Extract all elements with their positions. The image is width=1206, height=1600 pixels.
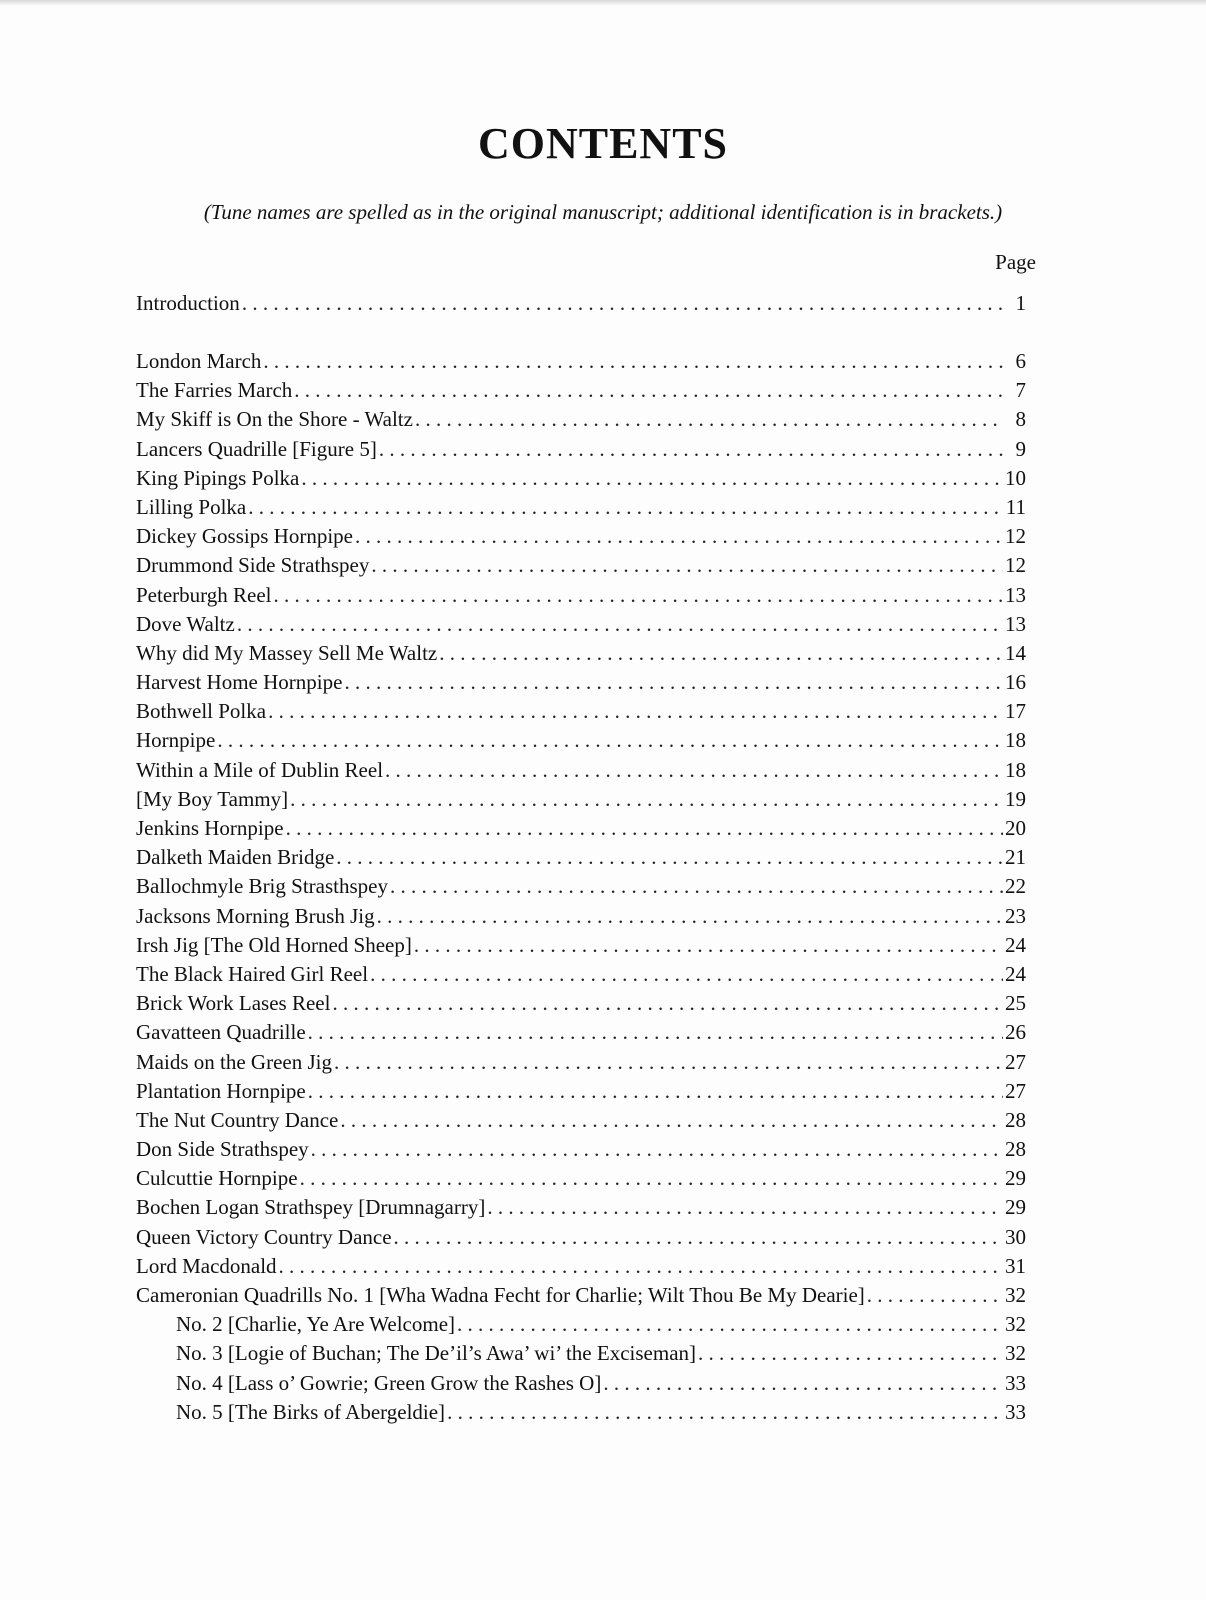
- toc-entry-title: Brick Work Lases Reel: [136, 991, 331, 1016]
- dot-leader: [248, 495, 1004, 520]
- dot-leader: [274, 583, 1004, 608]
- toc-entry-page: 21: [1005, 845, 1026, 870]
- toc-introduction: [136, 291, 1026, 320]
- toc-entry-title: Peterburgh Reel: [136, 582, 272, 607]
- dot-leader: [340, 1108, 1003, 1133]
- toc-row: [136, 553, 1026, 582]
- toc-entry-page: 17: [1005, 699, 1026, 724]
- toc-row: [136, 728, 1026, 757]
- toc-entry-page: 16: [1005, 670, 1026, 695]
- toc-row: [136, 1283, 1026, 1312]
- toc-entry-title: Gavatteen Quadrille: [136, 1020, 306, 1045]
- toc-entry-page: 12: [1005, 553, 1026, 578]
- dot-leader: [237, 612, 1003, 637]
- page-top-edge: [0, 0, 1206, 6]
- toc-entry-page: 29: [1005, 1166, 1026, 1191]
- toc-row: [136, 1108, 1026, 1137]
- toc-row: [136, 291, 1026, 320]
- dot-leader: [279, 1254, 1003, 1279]
- toc-entry-title: Lancers Quadrille [Figure 5]: [136, 436, 377, 461]
- toc-entry-page: 24: [1005, 961, 1026, 986]
- dot-leader: [390, 874, 1003, 899]
- toc-entry-title: Maids on the Green Jig: [136, 1049, 332, 1074]
- dot-leader: [263, 349, 1004, 374]
- toc-entry-page: 1: [1015, 291, 1026, 315]
- dot-leader: [286, 816, 1003, 841]
- toc-entry-title: Jenkins Hornpipe: [136, 816, 284, 840]
- toc-entry-page: 33: [1005, 1370, 1026, 1395]
- dot-leader: [867, 1283, 1003, 1308]
- toc-row: [136, 466, 1026, 495]
- toc-entry-title: Irsh Jig [The Old Horned Sheep]: [136, 932, 412, 957]
- toc-entry-title: Bochen Logan Strathspey [Drumnagarry]: [136, 1195, 486, 1220]
- toc-entry-title: [My Boy Tammy]: [136, 786, 289, 811]
- toc-row: [136, 670, 1026, 699]
- dot-leader: [457, 1312, 1003, 1337]
- toc-entry-page: 24: [1005, 932, 1026, 957]
- toc-row: [136, 874, 1026, 903]
- dot-leader: [308, 1079, 1003, 1104]
- toc-entry-title: Hornpipe: [136, 728, 216, 753]
- toc-entry-title: Cameronian Quadrills No. 1 [Wha Wadna Fecht for Charlie; Wilt Thou Be My Dearie]: [136, 1283, 865, 1307]
- toc-entry-page: 6: [1015, 349, 1026, 373]
- toc-row: [136, 933, 1026, 962]
- toc-row: [136, 583, 1026, 612]
- dot-leader: [603, 1371, 1003, 1396]
- page-subtitle: (Tune names are spelled as in the original manuscript; additional identification is in brackets.): [203, 200, 1003, 224]
- toc-entry-page: 13: [1005, 611, 1026, 636]
- toc-entry-title: No. 3 [Logie of Buchan; The De’il’s Awa’ wi’ the Exciseman]: [176, 1341, 697, 1366]
- toc-entry-title: King Pipings Polka: [136, 465, 300, 490]
- toc-entry-page: 27: [1005, 1078, 1026, 1103]
- toc-row: [136, 1400, 1026, 1429]
- toc-entry-page: 14: [1005, 640, 1026, 665]
- toc-entry-title: Don Side Strathspey: [136, 1137, 309, 1162]
- toc-entry-title: No. 4 [Lass o’ Gowrie; Green Grow the Rashes O]: [176, 1370, 602, 1395]
- toc-row: [136, 1312, 1026, 1341]
- toc-entry-title: My Skiff is On the Shore - Waltz: [136, 407, 413, 432]
- toc-entry-title: Dove Waltz: [136, 611, 235, 636]
- toc-row: [136, 845, 1026, 874]
- toc-entry-page: 19: [1005, 786, 1026, 811]
- dot-leader: [344, 670, 1003, 695]
- dot-leader: [217, 728, 1003, 753]
- toc-row: [136, 1341, 1026, 1370]
- toc-row: [136, 1050, 1026, 1079]
- toc-row: [136, 991, 1026, 1020]
- dot-leader: [336, 845, 1003, 870]
- toc-entry-page: 23: [1005, 903, 1026, 928]
- dot-leader: [487, 1195, 1003, 1220]
- toc-entry-title: Plantation Hornpipe: [136, 1078, 306, 1103]
- dot-leader: [294, 378, 1004, 403]
- toc-entry-title: The Nut Country Dance: [136, 1107, 339, 1132]
- toc-entry-title: Why did My Massey Sell Me Waltz: [136, 640, 438, 665]
- toc-entry-page: 32: [1005, 1341, 1026, 1366]
- toc-entry-page: 33: [1005, 1399, 1026, 1424]
- toc-entry-page: 30: [1005, 1224, 1026, 1249]
- toc-row: [136, 1371, 1026, 1400]
- toc-entry-page: 8: [1015, 407, 1026, 432]
- toc-row: [136, 1137, 1026, 1166]
- toc-row: [136, 524, 1026, 553]
- dot-leader: [370, 962, 1003, 987]
- page-title: CONTENTS: [477, 119, 729, 168]
- toc-entry-title: Within a Mile of Dublin Reel: [136, 757, 384, 782]
- toc-entry-page: 25: [1005, 991, 1026, 1016]
- toc-entry-title: The Black Haired Girl Reel: [136, 961, 369, 986]
- toc-row: [136, 816, 1026, 845]
- toc-entry-page: 31: [1005, 1253, 1026, 1278]
- dot-leader: [268, 699, 1003, 724]
- toc-row: [136, 1254, 1026, 1283]
- dot-leader: [439, 641, 1003, 666]
- toc-entry-title: Culcuttie Hornpipe: [136, 1166, 298, 1191]
- toc-entry-page: 12: [1005, 524, 1026, 549]
- toc-entry-page: 28: [1005, 1137, 1026, 1162]
- toc-row: [136, 699, 1026, 728]
- toc-entry-title: Bothwell Polka: [136, 699, 267, 724]
- toc-entry-title: Lord Macdonald: [136, 1253, 277, 1278]
- toc-entry-page: 20: [1005, 816, 1026, 840]
- dot-leader: [371, 553, 1003, 578]
- toc-row: [136, 1020, 1026, 1049]
- dot-leader: [311, 1137, 1003, 1162]
- toc-row: [136, 758, 1026, 787]
- toc-row: [136, 1079, 1026, 1108]
- dot-leader: [377, 904, 1003, 929]
- toc-row: [136, 437, 1026, 466]
- toc-entry-page: 18: [1005, 728, 1026, 753]
- dot-leader: [308, 1020, 1003, 1045]
- toc-entry-title: Dickey Gossips Hornpipe: [136, 524, 353, 549]
- toc-entry-page: 27: [1005, 1049, 1026, 1074]
- toc-entry-page: 13: [1005, 582, 1026, 607]
- page-column-label: Page: [995, 250, 1036, 274]
- toc-row: [136, 641, 1026, 670]
- toc-entry-page: 11: [1005, 494, 1026, 519]
- toc-entry-title: The Farries March: [136, 378, 293, 403]
- toc-entry-page: 32: [1005, 1312, 1026, 1337]
- dot-leader: [447, 1400, 1003, 1425]
- toc-row: [136, 349, 1026, 378]
- toc-entry-page: 29: [1005, 1195, 1026, 1220]
- dot-leader: [242, 291, 1004, 316]
- dot-leader: [415, 407, 1004, 432]
- toc-entry-page: 22: [1005, 874, 1026, 899]
- toc-row: [136, 904, 1026, 933]
- toc-entry-title: Ballochmyle Brig Strasthspey: [136, 874, 388, 899]
- toc-list: [136, 349, 1026, 1429]
- toc-row: [136, 1225, 1026, 1254]
- dot-leader: [414, 933, 1003, 958]
- toc-entry-page: 7: [1015, 378, 1026, 403]
- toc-entry-title: Drummond Side Strathspey: [136, 553, 370, 578]
- toc-row: [136, 787, 1026, 816]
- toc-row: [136, 612, 1026, 641]
- toc-row: [136, 962, 1026, 991]
- toc-entry-title: Jacksons Morning Brush Jig: [136, 903, 375, 928]
- toc-entry-title: No. 5 [The Birks of Abergeldie]: [176, 1399, 446, 1424]
- toc-entry-page: 9: [1015, 436, 1026, 461]
- dot-leader: [332, 991, 1003, 1016]
- toc-entry-title: London March: [136, 349, 262, 373]
- toc-entry-page: 18: [1005, 757, 1026, 782]
- toc-entry-title: Queen Victory Country Dance: [136, 1224, 392, 1249]
- dot-leader: [379, 437, 1004, 462]
- toc-entry-page: 26: [1005, 1020, 1026, 1045]
- toc-entry-page: 32: [1005, 1283, 1026, 1307]
- toc-entry-page: 10: [1005, 465, 1026, 490]
- dot-leader: [394, 1225, 1003, 1250]
- dot-leader: [698, 1341, 1003, 1366]
- toc-row: [136, 1166, 1026, 1195]
- dot-leader: [301, 466, 1003, 491]
- toc-row: [136, 495, 1026, 524]
- toc-entry-title: Lilling Polka: [136, 494, 247, 519]
- toc-entry-title: Harvest Home Hornpipe: [136, 670, 343, 695]
- toc-entry-title: No. 2 [Charlie, Ye Are Welcome]: [176, 1312, 456, 1337]
- toc-entry-title: Introduction: [136, 291, 240, 315]
- dot-leader: [290, 787, 1003, 812]
- dot-leader: [334, 1050, 1003, 1075]
- toc-entry-page: 28: [1005, 1107, 1026, 1132]
- toc-row: [136, 378, 1026, 407]
- dot-leader: [300, 1166, 1003, 1191]
- dot-leader: [385, 758, 1003, 783]
- toc-row: [136, 407, 1026, 436]
- toc-entry-title: Dalketh Maiden Bridge: [136, 845, 335, 870]
- toc-row: [136, 1195, 1026, 1224]
- dot-leader: [355, 524, 1003, 549]
